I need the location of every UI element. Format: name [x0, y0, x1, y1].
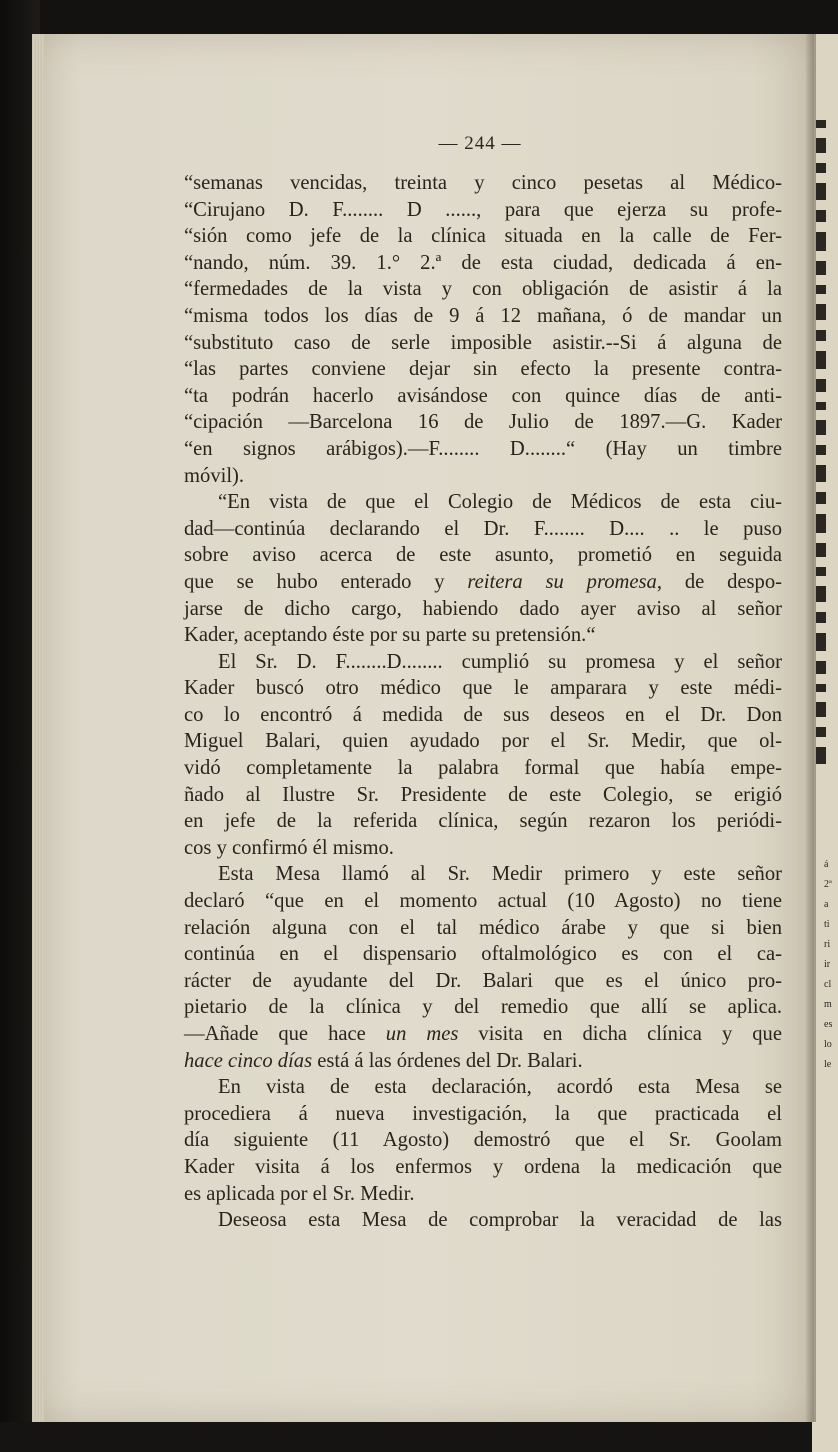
text-line: “misma todos los días de 9 á 12 mañana, ó de mandar un [184, 304, 782, 327]
text-line: vidó completamente la palabra formal que había empe- [184, 757, 782, 780]
text-line: relación alguna con el tal médico árabe y que si bien [184, 916, 782, 939]
emphasis-text: hace cinco días [184, 1049, 313, 1072]
edge-mark [816, 330, 826, 341]
edge-fragment: 2ª [824, 879, 832, 890]
text-line: “En vista de que el Colegio de Médicos de esta ciu- [218, 491, 782, 514]
edge-fragment: le [824, 1059, 832, 1070]
edge-mark [816, 120, 826, 128]
page-gutter-shadow [806, 34, 816, 1422]
text-line: El Sr. D. F........D........ cumplió su promesa y el señor [218, 650, 782, 673]
edge-mark [816, 351, 826, 369]
edge-mark [816, 492, 826, 504]
text-line: “nando, núm. 39. 1.° 2.ª de esta ciudad, dedicada á en- [184, 251, 782, 274]
edge-mark [816, 183, 826, 200]
edge-fragment: á [824, 859, 829, 870]
edge-mark [816, 727, 826, 737]
text-line: “en signos arábigos).—F........ D........“ (Hay un timbre [184, 437, 782, 460]
edge-mark [816, 633, 826, 651]
edge-mark [816, 285, 826, 294]
edge-fragment: lo [824, 1039, 832, 1050]
scan-background-top [0, 0, 838, 36]
emphasis-text: un mes [385, 1023, 459, 1045]
text-run: visita en dicha clínica y que [458, 1023, 782, 1045]
edge-fragment: a [824, 899, 829, 910]
page-edge [32, 34, 44, 1422]
next-page-marks [816, 120, 830, 774]
text-line: “las partes conviene dejar sin efecto la presente contra- [184, 358, 782, 381]
edge-fragment: cl [824, 979, 832, 990]
edge-fragment: es [824, 1019, 833, 1030]
text-line: “Cirujano D. F........ D ......, para que ejerza su profe- [184, 198, 782, 221]
text-line: ñado al Ilustre Sr. Presidente de este Colegio, se erigió [184, 783, 782, 806]
text-line: “substituto caso de serle imposible asistir.--Si á alguna de [184, 331, 782, 354]
text-line: jarse de dicho cargo, habiendo dado ayer aviso al señor [184, 597, 782, 620]
text-line [184, 1021, 782, 1048]
text-line: procediera á nueva investigación, la que practicada el [184, 1102, 782, 1125]
body-text [184, 170, 782, 1234]
text-line: Miguel Balari, quien ayudado por el Sr. Medir, que ol- [184, 730, 782, 753]
edge-fragment: ri [824, 939, 831, 950]
text-line [184, 1048, 782, 1075]
text-line: en jefe de la referida clínica, según rezaron los periódi- [184, 810, 782, 833]
text-line: Esta Mesa llamó al Sr. Medir primero y este señor [218, 863, 782, 886]
text-line: móvil). [184, 464, 245, 487]
text-line: Deseosa esta Mesa de comprobar la veracidad de las [218, 1209, 782, 1232]
edge-mark [816, 402, 826, 410]
edge-mark [816, 612, 826, 623]
text-line: día siguiente (11 Agosto) demostró que el Sr. Goolam [184, 1129, 782, 1152]
text-line: dad—continúa declarando el Dr. F........ D.... .. le puso [184, 517, 782, 540]
text-run: , de despo- [656, 570, 782, 593]
text-run: está á las órdenes del Dr. Balari. [312, 1049, 583, 1072]
edge-mark [816, 661, 826, 674]
edge-mark [816, 586, 826, 602]
text-line: “ta podrán hacerlo avisándose con quince días de anti- [184, 384, 782, 407]
text-line: Kader, aceptando éste por su parte su pretensión.“ [184, 624, 596, 647]
edge-mark [816, 747, 826, 764]
text-line: “cipación —Barcelona 16 de Julio de 1897.—G. Kader [184, 411, 782, 434]
edge-mark [816, 379, 826, 392]
text-line: En vista de esta declaración, acordó esta Mesa se [218, 1076, 782, 1099]
edge-mark [816, 465, 826, 482]
edge-mark [816, 702, 826, 717]
edge-mark [816, 543, 826, 557]
edge-mark [816, 684, 826, 692]
text-line: pietario de la clínica y del remedio que allí se aplica. [184, 996, 782, 1019]
text-line: sobre aviso acerca de este asunto, prometió en seguida [184, 544, 782, 567]
edge-mark [816, 163, 826, 173]
edge-fragment: ir [824, 959, 831, 970]
text-line: “sión como jefe de la clínica situada en la calle de Fer- [184, 225, 782, 248]
text-line: declaró “que en el momento actual (10 Agosto) no tiene [184, 890, 782, 913]
text-run: que se hubo enterado y [184, 570, 468, 593]
edge-fragment: ti [824, 919, 830, 930]
emphasis-text: reitera su promesa [467, 570, 657, 593]
text-line [184, 569, 782, 596]
edge-mark [816, 232, 826, 251]
text-line: “fermedades de la vista y con obligación de asistir á la [184, 278, 782, 301]
edge-mark [816, 261, 826, 275]
edge-fragment: m [824, 999, 832, 1010]
text-run: —Añade que hace [184, 1023, 386, 1045]
edge-mark [816, 567, 826, 576]
edge-mark [816, 445, 826, 455]
text-line: continúa en el dispensario oftalmológico es con el ca- [184, 943, 782, 966]
edge-mark [816, 210, 826, 222]
edge-mark [816, 514, 826, 533]
text-line: Kader visita á los enfermos y ordena la medicación que [184, 1155, 782, 1178]
text-line: Kader buscó otro médico que le amparara y este médi- [184, 677, 782, 700]
text-line: rácter de ayudante del Dr. Balari que es el único pro- [184, 969, 782, 992]
text-line: es aplicada por el Sr. Medir. [184, 1182, 415, 1205]
scan-background-bottom [0, 1422, 812, 1452]
edge-mark [816, 420, 826, 435]
page-number: — 244 — [438, 133, 522, 154]
text-line: cos y confirmó él mismo. [184, 836, 394, 859]
text-line: co lo encontró á medida de sus deseos en el Dr. Don [184, 703, 782, 726]
edge-mark [816, 304, 826, 320]
next-page-fragments [824, 860, 838, 1080]
text-line: “semanas vencidas, treinta y cinco pesetas al Médico- [184, 172, 782, 194]
